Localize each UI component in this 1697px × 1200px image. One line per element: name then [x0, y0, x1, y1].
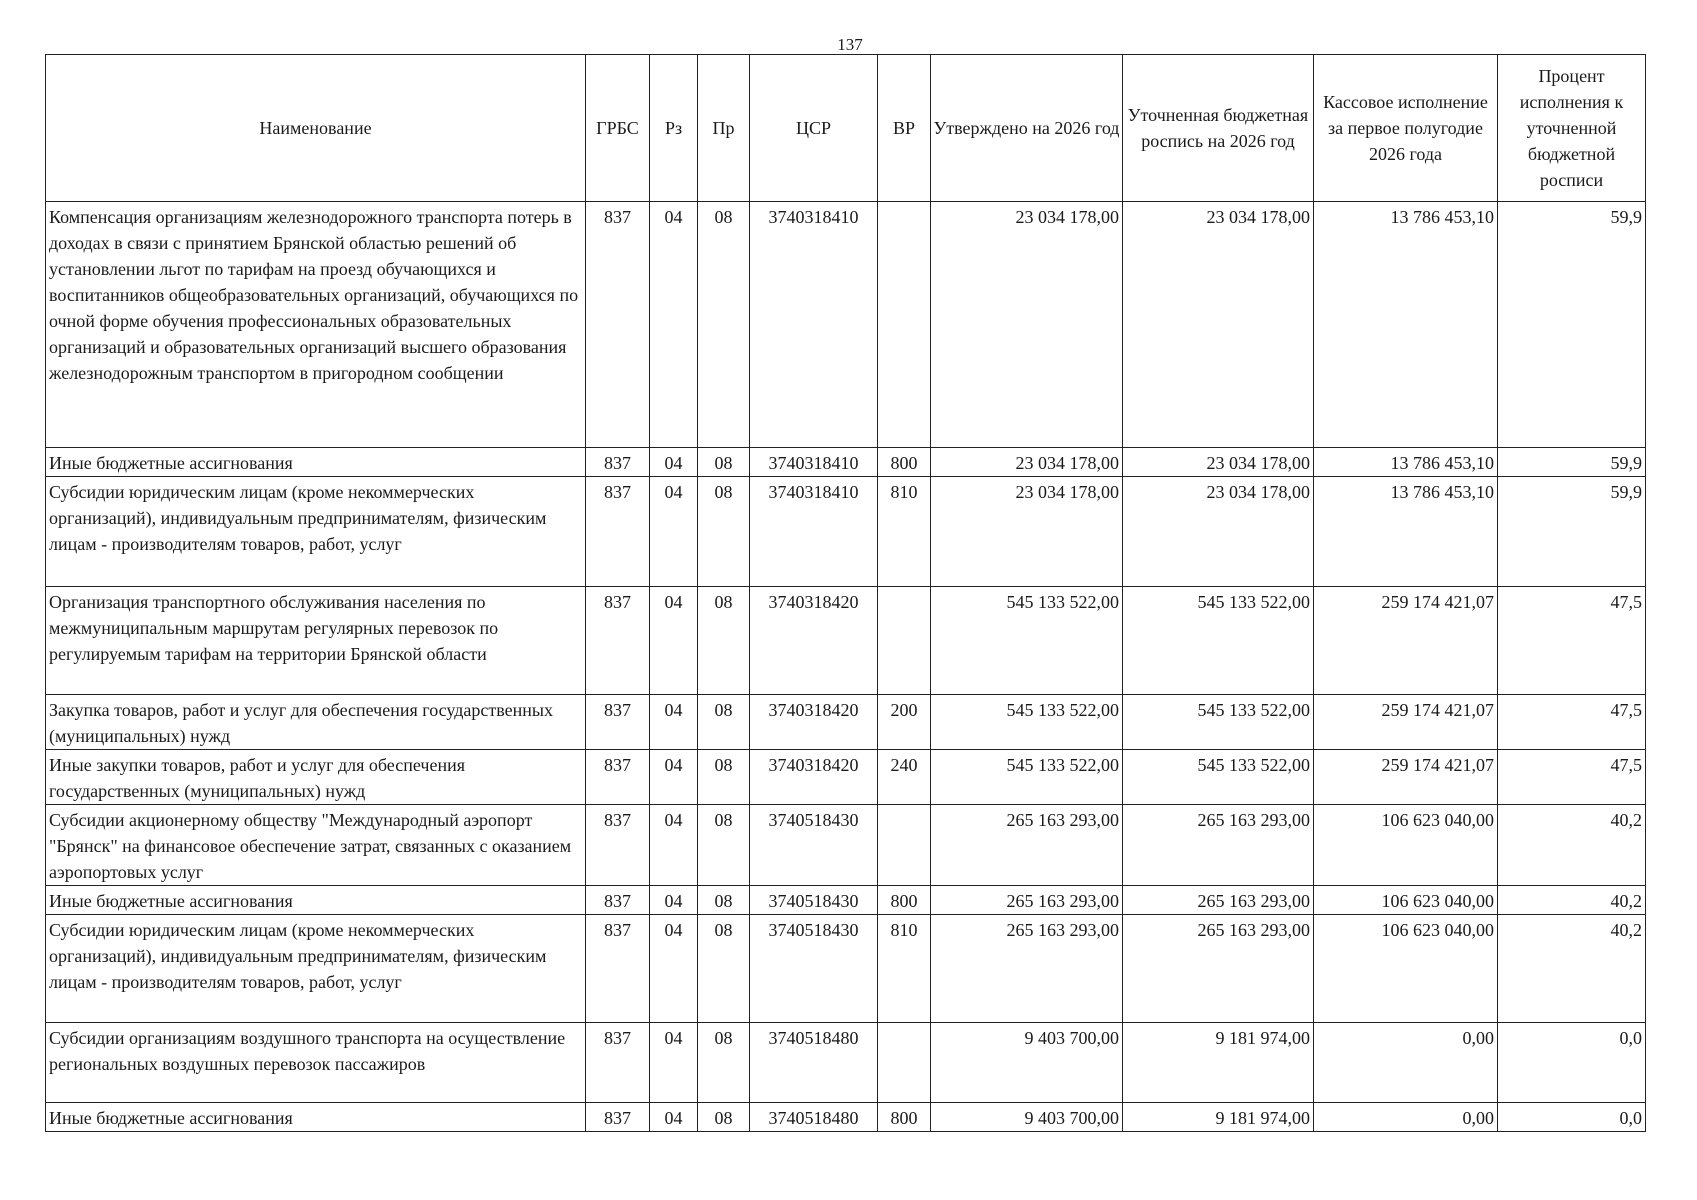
cell-grbs: 837	[586, 750, 650, 805]
cell-grbs: 837	[586, 695, 650, 750]
cell-cash: 259 174 421,07	[1314, 695, 1498, 750]
budget-table	[45, 54, 1646, 1132]
cell-grbs: 837	[586, 202, 650, 448]
cell-percent: 59,9	[1498, 477, 1646, 587]
cell-cash: 0,00	[1314, 1023, 1498, 1103]
cell-pr: 08	[698, 915, 750, 1023]
header-rz: Рз	[650, 55, 698, 202]
table-row	[46, 448, 1646, 477]
cell-percent: 0,0	[1498, 1103, 1646, 1132]
cell-percent: 59,9	[1498, 202, 1646, 448]
cell-cash: 13 786 453,10	[1314, 202, 1498, 448]
cell-pr: 08	[698, 750, 750, 805]
cell-approved: 265 163 293,00	[931, 915, 1123, 1023]
cell-refined: 545 133 522,00	[1123, 750, 1314, 805]
cell-vr: 800	[878, 886, 931, 915]
cell-csr: 3740518480	[750, 1103, 878, 1132]
page-number: 137	[837, 35, 863, 54]
cell-percent: 0,0	[1498, 1023, 1646, 1103]
cell-percent: 47,5	[1498, 695, 1646, 750]
cell-rz: 04	[650, 695, 698, 750]
cell-approved: 545 133 522,00	[931, 587, 1123, 695]
header-approved: Утверждено на 2026 год	[931, 55, 1123, 202]
cell-csr: 3740318420	[750, 587, 878, 695]
cell-refined: 545 133 522,00	[1123, 587, 1314, 695]
table-row	[46, 202, 1646, 448]
cell-pr: 08	[698, 886, 750, 915]
cell-csr: 3740518430	[750, 915, 878, 1023]
cell-name: Субсидии юридическим лицам (кроме некоммерческих организаций), индивидуальным предпринимателям, физическим лицам - производителям товаров, работ, услуг	[46, 915, 586, 1023]
cell-refined: 265 163 293,00	[1123, 805, 1314, 886]
table-row	[46, 1103, 1646, 1132]
cell-vr	[878, 587, 931, 695]
cell-grbs: 837	[586, 477, 650, 587]
table-row	[46, 1023, 1646, 1103]
header-csr: ЦСР	[750, 55, 878, 202]
cell-refined: 9 181 974,00	[1123, 1023, 1314, 1103]
table-row	[46, 695, 1646, 750]
cell-rz: 04	[650, 1023, 698, 1103]
cell-cash: 106 623 040,00	[1314, 915, 1498, 1023]
cell-approved: 23 034 178,00	[931, 202, 1123, 448]
cell-rz: 04	[650, 805, 698, 886]
cell-name: Субсидии акционерному обществу "Международный аэропорт "Брянск" на финансовое обеспечение затрат, связанных с оказанием аэропортовых услуг	[46, 805, 586, 886]
table-row	[46, 750, 1646, 805]
cell-cash: 13 786 453,10	[1314, 448, 1498, 477]
cell-name: Закупка товаров, работ и услуг для обеспечения государственных (муниципальных) нужд	[46, 695, 586, 750]
cell-percent: 40,2	[1498, 886, 1646, 915]
cell-pr: 08	[698, 1103, 750, 1132]
cell-grbs: 837	[586, 915, 650, 1023]
cell-approved: 545 133 522,00	[931, 695, 1123, 750]
cell-name: Иные бюджетные ассигнования	[46, 1103, 586, 1132]
cell-name: Иные закупки товаров, работ и услуг для обеспечения государственных (муниципальных) нужд	[46, 750, 586, 805]
header-vr: ВР	[878, 55, 931, 202]
cell-name: Субсидии юридическим лицам (кроме некоммерческих организаций), индивидуальным предпринимателям, физическим лицам - производителям товаров, работ, услуг	[46, 477, 586, 587]
cell-csr: 3740318410	[750, 448, 878, 477]
cell-approved: 9 403 700,00	[931, 1103, 1123, 1132]
cell-name: Компенсация организациям железнодорожного транспорта потерь в доходах в связи с принятием Брянской областью решений об установлении льгот по тарифам на проезд обучающихся и воспитанников общеобразовательных организаций, обучающихся по очной форме обучения профессиональных образовательных организаций и образовательных организаций высшего образования железнодорожным транспортом в пригородном сообщении	[46, 202, 586, 448]
cell-percent: 59,9	[1498, 448, 1646, 477]
cell-csr: 3740318410	[750, 477, 878, 587]
cell-approved: 23 034 178,00	[931, 448, 1123, 477]
cell-pr: 08	[698, 695, 750, 750]
cell-cash: 106 623 040,00	[1314, 805, 1498, 886]
cell-grbs: 837	[586, 448, 650, 477]
cell-rz: 04	[650, 477, 698, 587]
cell-cash: 13 786 453,10	[1314, 477, 1498, 587]
cell-rz: 04	[650, 1103, 698, 1132]
cell-name: Иные бюджетные ассигнования	[46, 886, 586, 915]
cell-grbs: 837	[586, 886, 650, 915]
header-grbs: ГРБС	[586, 55, 650, 202]
cell-rz: 04	[650, 202, 698, 448]
cell-approved: 23 034 178,00	[931, 477, 1123, 587]
cell-refined: 23 034 178,00	[1123, 477, 1314, 587]
cell-grbs: 837	[586, 1023, 650, 1103]
cell-vr: 200	[878, 695, 931, 750]
cell-csr: 3740518480	[750, 1023, 878, 1103]
cell-approved: 265 163 293,00	[931, 886, 1123, 915]
cell-vr: 800	[878, 1103, 931, 1132]
header-cash: Кассовое исполнение за первое полугодие 2026 года	[1314, 55, 1498, 202]
cell-percent: 40,2	[1498, 805, 1646, 886]
cell-csr: 3740318410	[750, 202, 878, 448]
cell-approved: 545 133 522,00	[931, 750, 1123, 805]
cell-vr	[878, 1023, 931, 1103]
cell-refined: 9 181 974,00	[1123, 1103, 1314, 1132]
cell-pr: 08	[698, 477, 750, 587]
table-row	[46, 587, 1646, 695]
cell-rz: 04	[650, 915, 698, 1023]
header-name: Наименование	[46, 55, 586, 202]
cell-vr: 810	[878, 477, 931, 587]
cell-rz: 04	[650, 886, 698, 915]
header-pr: Пр	[698, 55, 750, 202]
cell-vr	[878, 805, 931, 886]
cell-pr: 08	[698, 448, 750, 477]
header-refined: Уточненная бюджетная роспись на 2026 год	[1123, 55, 1314, 202]
table-row	[46, 915, 1646, 1023]
cell-refined: 23 034 178,00	[1123, 448, 1314, 477]
cell-percent: 47,5	[1498, 587, 1646, 695]
cell-rz: 04	[650, 448, 698, 477]
cell-pr: 08	[698, 1023, 750, 1103]
header-row	[46, 55, 1646, 202]
cell-refined: 265 163 293,00	[1123, 886, 1314, 915]
table-row	[46, 886, 1646, 915]
cell-pr: 08	[698, 587, 750, 695]
cell-csr: 3740318420	[750, 750, 878, 805]
cell-vr: 810	[878, 915, 931, 1023]
cell-csr: 3740518430	[750, 805, 878, 886]
cell-name: Организация транспортного обслуживания населения по межмуниципальным маршрутам регулярных перевозок по регулируемым тарифам на территории Брянской области	[46, 587, 586, 695]
header-percent: Процент исполнения к уточненной бюджетной росписи	[1498, 55, 1646, 202]
cell-vr	[878, 202, 931, 448]
cell-approved: 9 403 700,00	[931, 1023, 1123, 1103]
cell-grbs: 837	[586, 587, 650, 695]
cell-vr: 240	[878, 750, 931, 805]
cell-grbs: 837	[586, 1103, 650, 1132]
cell-grbs: 837	[586, 805, 650, 886]
cell-cash: 0,00	[1314, 1103, 1498, 1132]
cell-name: Субсидии организациям воздушного транспорта на осуществление региональных воздушных перевозок пассажиров	[46, 1023, 586, 1103]
cell-percent: 40,2	[1498, 915, 1646, 1023]
cell-csr: 3740318420	[750, 695, 878, 750]
cell-vr: 800	[878, 448, 931, 477]
cell-rz: 04	[650, 750, 698, 805]
cell-refined: 23 034 178,00	[1123, 202, 1314, 448]
cell-percent: 47,5	[1498, 750, 1646, 805]
cell-pr: 08	[698, 805, 750, 886]
cell-name: Иные бюджетные ассигнования	[46, 448, 586, 477]
cell-rz: 04	[650, 587, 698, 695]
table-row	[46, 477, 1646, 587]
cell-pr: 08	[698, 202, 750, 448]
cell-refined: 265 163 293,00	[1123, 915, 1314, 1023]
cell-csr: 3740518430	[750, 886, 878, 915]
cell-refined: 545 133 522,00	[1123, 695, 1314, 750]
cell-cash: 259 174 421,07	[1314, 750, 1498, 805]
cell-cash: 106 623 040,00	[1314, 886, 1498, 915]
table-row	[46, 805, 1646, 886]
cell-cash: 259 174 421,07	[1314, 587, 1498, 695]
cell-approved: 265 163 293,00	[931, 805, 1123, 886]
